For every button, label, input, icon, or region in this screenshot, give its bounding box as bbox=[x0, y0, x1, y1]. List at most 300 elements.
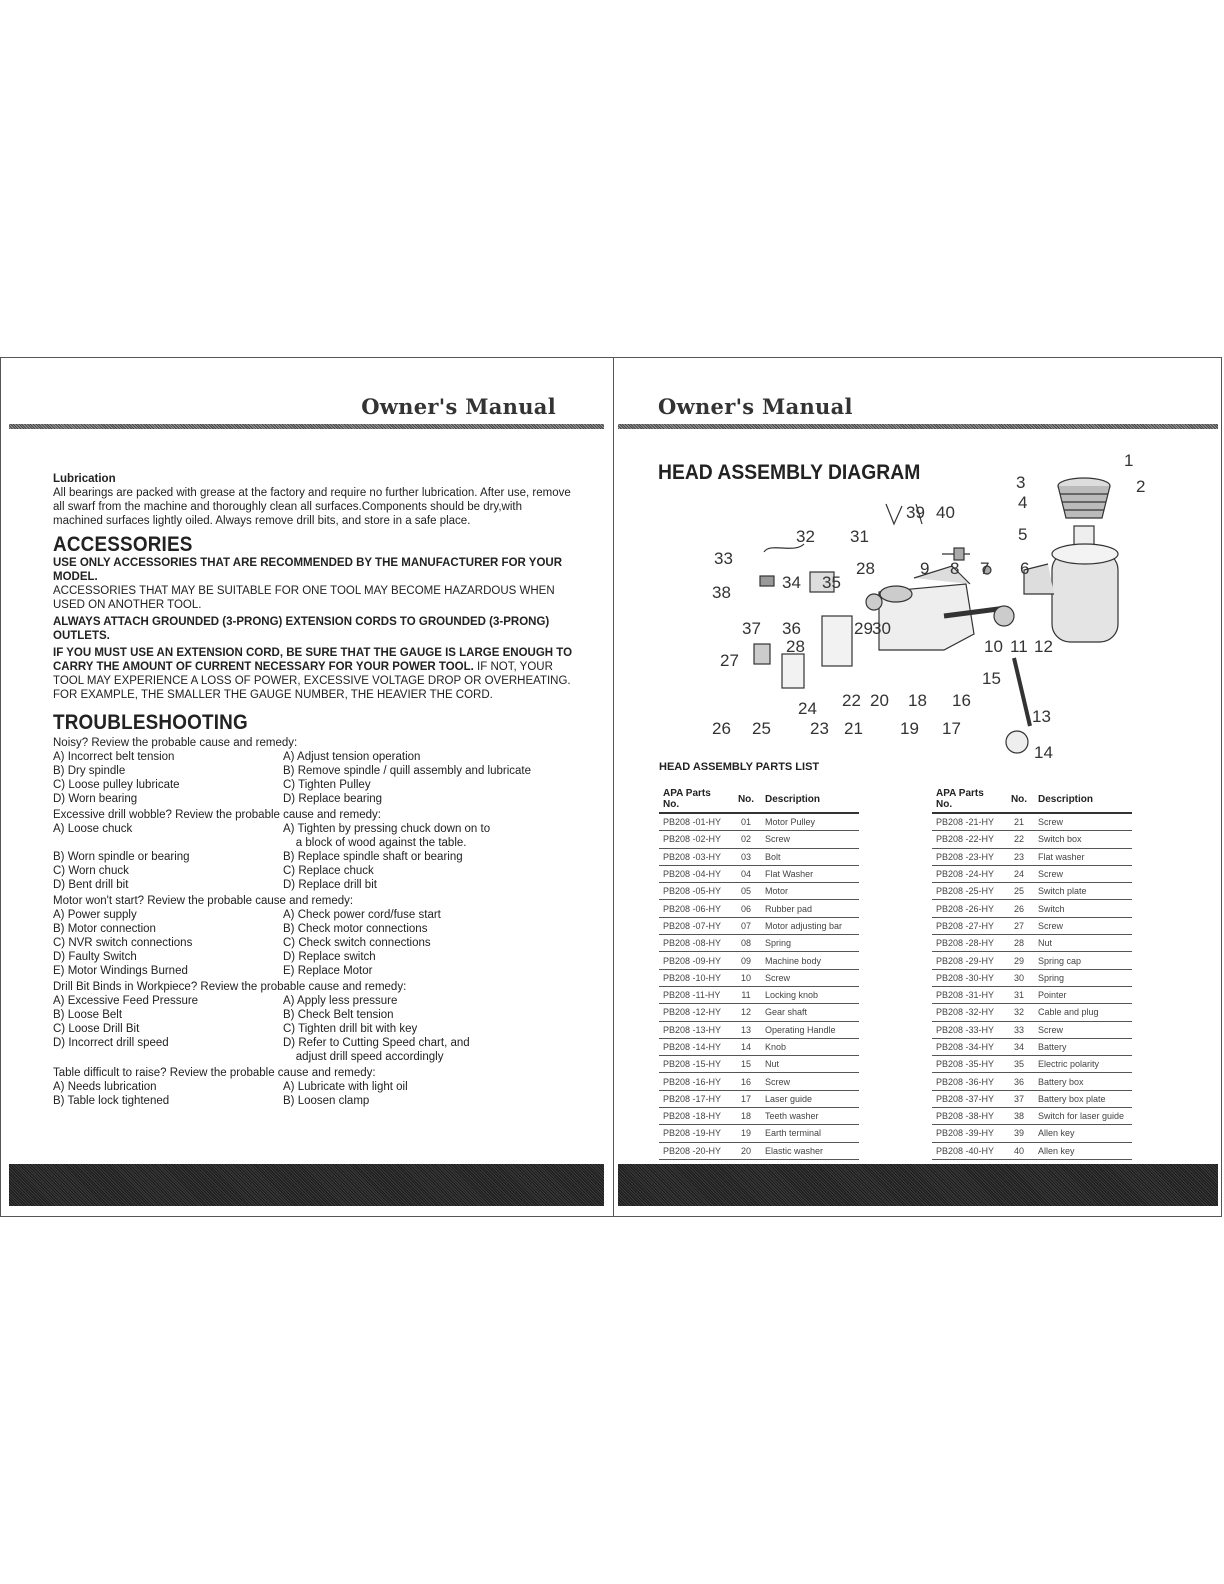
parts-row bbox=[932, 900, 1132, 917]
item-number: 14 bbox=[731, 1038, 761, 1055]
cause: C) NVR switch connections bbox=[53, 937, 193, 949]
part-description: Nut bbox=[1034, 935, 1132, 952]
parts-row bbox=[932, 986, 1132, 1003]
item-number: 01 bbox=[731, 813, 761, 831]
parts-row bbox=[659, 865, 859, 882]
parts-row bbox=[932, 848, 1132, 865]
diagram-label: 8 bbox=[950, 559, 960, 578]
diagram-label: 30 bbox=[872, 619, 891, 638]
troubleshooting-row bbox=[53, 950, 573, 964]
cause: B) Motor connection bbox=[53, 923, 156, 935]
part-number: PB208 -01-HY bbox=[659, 813, 731, 831]
part-number: PB208 -36-HY bbox=[932, 1073, 1004, 1090]
diagram-label: 36 bbox=[782, 619, 801, 638]
parts-row bbox=[659, 1125, 859, 1142]
parts-row bbox=[932, 883, 1132, 900]
troubleshooting-intro: Drill Bit Binds in Workpiece? Review the probable cause and remedy: bbox=[53, 981, 407, 993]
part-description: Laser guide bbox=[761, 1090, 859, 1107]
item-number: 33 bbox=[1004, 1021, 1034, 1038]
part-description: Battery box bbox=[1034, 1073, 1132, 1090]
part-number: PB208 -09-HY bbox=[659, 952, 731, 969]
item-number: 09 bbox=[731, 952, 761, 969]
item-number: 02 bbox=[731, 831, 761, 848]
item-number: 15 bbox=[731, 1056, 761, 1073]
item-number: 34 bbox=[1004, 1038, 1034, 1055]
remedy: B) Replace spindle shaft or bearing bbox=[283, 851, 463, 863]
diagram-label: 1 bbox=[1124, 451, 1134, 470]
part-description: Screw bbox=[1034, 917, 1132, 934]
part-description: Battery box plate bbox=[1034, 1090, 1132, 1107]
part-description: Motor bbox=[761, 883, 859, 900]
part-number: PB208 -30-HY bbox=[932, 969, 1004, 986]
part-number: PB208 -10-HY bbox=[659, 969, 731, 986]
part-description: Rubber pad bbox=[761, 900, 859, 917]
part-number: PB208 -24-HY bbox=[932, 865, 1004, 882]
item-number: 35 bbox=[1004, 1056, 1034, 1073]
diagram-label: 2 bbox=[1136, 477, 1146, 496]
parts-row bbox=[659, 952, 859, 969]
part-number: PB208 -26-HY bbox=[932, 900, 1004, 917]
part-number: PB208 -21-HY bbox=[932, 813, 1004, 831]
cause: C) Loose Drill Bit bbox=[53, 1023, 140, 1035]
troubleshooting-intro: Table difficult to raise? Review the probable cause and remedy: bbox=[53, 1067, 376, 1079]
part-number: PB208 -12-HY bbox=[659, 1004, 731, 1021]
remedy: C) Replace chuck bbox=[283, 865, 374, 877]
parts-table-1 bbox=[659, 788, 859, 1160]
parts-table-2 bbox=[932, 788, 1132, 1160]
part-description: Allen key bbox=[1034, 1142, 1132, 1159]
part-description: Flat washer bbox=[1034, 848, 1132, 865]
troubleshooting-row bbox=[53, 964, 573, 978]
remedy: D) Replace bearing bbox=[283, 793, 383, 805]
left-page bbox=[1, 358, 612, 1216]
accessories-p1-bold: USE ONLY ACCESSORIES THAT ARE RECOMMENDED BY THE MANUFACTURER FOR YOUR MODEL. bbox=[53, 557, 563, 583]
part-number: PB208 -04-HY bbox=[659, 865, 731, 882]
remedy: C) Tighten drill bit with key bbox=[283, 1023, 418, 1035]
part-number: PB208 -34-HY bbox=[932, 1038, 1004, 1055]
diagram-label: 9 bbox=[920, 559, 930, 578]
cause: B) Table lock tightened bbox=[53, 1095, 170, 1107]
part-description: Gear shaft bbox=[761, 1004, 859, 1021]
item-number: 28 bbox=[1004, 935, 1034, 952]
parts-row bbox=[659, 883, 859, 900]
col-part-no: APA Parts No. bbox=[659, 788, 731, 813]
manual-spread bbox=[0, 357, 1222, 1217]
part-number: PB208 -38-HY bbox=[932, 1108, 1004, 1125]
item-number: 25 bbox=[1004, 883, 1034, 900]
part-number: PB208 -14-HY bbox=[659, 1038, 731, 1055]
parts-row bbox=[932, 935, 1132, 952]
col-description: Description bbox=[1034, 788, 1132, 813]
part-description: Allen key bbox=[1034, 1125, 1132, 1142]
remedy: A) Check power cord/fuse start bbox=[283, 909, 441, 921]
diagram-label: 3 bbox=[1016, 473, 1026, 492]
diagram-label: 27 bbox=[720, 651, 739, 670]
item-number: 17 bbox=[731, 1090, 761, 1107]
cause: B) Dry spindle bbox=[53, 765, 126, 777]
part-description: Screw bbox=[761, 831, 859, 848]
diagram-label: 18 bbox=[908, 691, 927, 710]
remedy: adjust drill speed accordingly bbox=[283, 1051, 444, 1063]
item-number: 06 bbox=[731, 900, 761, 917]
cause: E) Motor Windings Burned bbox=[53, 965, 188, 977]
part-description: Nut bbox=[761, 1056, 859, 1073]
parts-row bbox=[932, 917, 1132, 934]
cause: A) Incorrect belt tension bbox=[53, 751, 175, 763]
parts-row bbox=[932, 969, 1132, 986]
part-number: PB208 -33-HY bbox=[932, 1021, 1004, 1038]
accessories-p2-bold: ALWAYS ATTACH GROUNDED (3-PRONG) EXTENSION CORDS TO GROUNDED (3-PRONG) OUTLETS. bbox=[53, 616, 550, 642]
right-footer-bar bbox=[618, 1164, 1218, 1206]
part-description: Spring bbox=[1034, 969, 1132, 986]
parts-row bbox=[659, 1073, 859, 1090]
item-number: 12 bbox=[731, 1004, 761, 1021]
troubleshooting-heading: TROUBLESHOOTING bbox=[53, 711, 248, 734]
cause: A) Loose chuck bbox=[53, 823, 133, 835]
troubleshooting-row bbox=[53, 1080, 573, 1094]
item-number: 26 bbox=[1004, 900, 1034, 917]
part-number: PB208 -07-HY bbox=[659, 917, 731, 934]
parts-row bbox=[659, 935, 859, 952]
troubleshooting-row bbox=[53, 836, 573, 850]
item-number: 19 bbox=[731, 1125, 761, 1142]
troubleshooting-row bbox=[53, 850, 573, 864]
diagram-label: 26 bbox=[712, 719, 731, 738]
remedy: a block of wood against the table. bbox=[283, 837, 467, 849]
parts-row bbox=[659, 969, 859, 986]
parts-row bbox=[659, 1108, 859, 1125]
diagram-label: 38 bbox=[712, 583, 731, 602]
part-number: PB208 -25-HY bbox=[932, 883, 1004, 900]
part-description: Motor Pulley bbox=[761, 813, 859, 831]
item-number: 30 bbox=[1004, 969, 1034, 986]
remedy: B) Loosen clamp bbox=[283, 1095, 370, 1107]
troubleshooting-row bbox=[53, 1094, 573, 1108]
item-number: 36 bbox=[1004, 1073, 1034, 1090]
item-number: 03 bbox=[731, 848, 761, 865]
item-number: 05 bbox=[731, 883, 761, 900]
cause: D) Worn bearing bbox=[53, 793, 138, 805]
right-header-rule bbox=[618, 424, 1218, 429]
cause: D) Faulty Switch bbox=[53, 951, 137, 963]
part-description: Machine body bbox=[761, 952, 859, 969]
parts-row bbox=[932, 865, 1132, 882]
remedy: B) Check motor connections bbox=[283, 923, 428, 935]
col-no: No. bbox=[1004, 788, 1034, 813]
parts-row bbox=[659, 831, 859, 848]
cause: D) Incorrect drill speed bbox=[53, 1037, 169, 1049]
item-number: 29 bbox=[1004, 952, 1034, 969]
parts-row bbox=[932, 1125, 1132, 1142]
part-description: Locking knob bbox=[761, 986, 859, 1003]
part-description: Switch bbox=[1034, 900, 1132, 917]
remedy: A) Lubricate with light oil bbox=[283, 1081, 408, 1093]
right-page bbox=[614, 358, 1222, 1216]
diagram-label: 17 bbox=[942, 719, 961, 738]
troubleshooting-row bbox=[53, 1022, 573, 1036]
diagram-label: 31 bbox=[850, 527, 869, 546]
parts-row bbox=[932, 1108, 1132, 1125]
parts-row bbox=[659, 813, 859, 831]
parts-row bbox=[659, 917, 859, 934]
diagram-label: 28 bbox=[786, 637, 805, 656]
part-number: PB208 -11-HY bbox=[659, 986, 731, 1003]
cause: D) Bent drill bit bbox=[53, 879, 129, 891]
part-description: Teeth washer bbox=[761, 1108, 859, 1125]
item-number: 38 bbox=[1004, 1108, 1034, 1125]
diagram-label: 21 bbox=[844, 719, 863, 738]
cause: B) Loose Belt bbox=[53, 1009, 123, 1021]
troubleshooting-row bbox=[53, 864, 573, 878]
item-number: 18 bbox=[731, 1108, 761, 1125]
accessories-p1-text: ACCESSORIES THAT MAY BE SUITABLE FOR ONE TOOL MAY BECOME HAZARDOUS WHEN USED ON ANOTHER TOOL. bbox=[53, 585, 555, 611]
parts-row bbox=[932, 1056, 1132, 1073]
remedy: A) Adjust tension operation bbox=[283, 751, 421, 763]
left-header-title: Owner's Manual bbox=[361, 394, 556, 419]
diagram-label: 35 bbox=[822, 573, 841, 592]
cause: A) Power supply bbox=[53, 909, 137, 921]
troubleshooting-list bbox=[53, 736, 573, 1108]
part-description: Screw bbox=[1034, 1021, 1132, 1038]
diagram-title: HEAD ASSEMBLY DIAGRAM bbox=[658, 461, 921, 484]
troubleshooting-row bbox=[53, 750, 573, 764]
part-description: Screw bbox=[1034, 865, 1132, 882]
part-number: PB208 -13-HY bbox=[659, 1021, 731, 1038]
accessories-heading: ACCESSORIES bbox=[53, 533, 193, 556]
parts-row bbox=[659, 986, 859, 1003]
diagram-label: 12 bbox=[1034, 637, 1053, 656]
item-number: 32 bbox=[1004, 1004, 1034, 1021]
diagram-label: 39 bbox=[906, 503, 925, 522]
parts-row bbox=[932, 1004, 1132, 1021]
part-description: Cable and plug bbox=[1034, 1004, 1132, 1021]
parts-row bbox=[659, 1038, 859, 1055]
parts-row bbox=[659, 900, 859, 917]
diagram-label: 32 bbox=[796, 527, 815, 546]
part-number: PB208 -31-HY bbox=[932, 986, 1004, 1003]
cause: C) Loose pulley lubricate bbox=[53, 779, 180, 791]
remedy: D) Refer to Cutting Speed chart, and bbox=[283, 1037, 470, 1049]
accessories-p3-text: IF NOT, YOUR TOOL MAY EXPERIENCE A LOSS OF POWER, EXCESSIVE VOLTAGE DROP OR OVERHEATING. FOR EXAMPLE, THE SMALLER THE GAUGE NUMBER, THE HEAVIER THE CORD. bbox=[53, 661, 571, 701]
diagram-label: 19 bbox=[900, 719, 919, 738]
remedy: A) Tighten by pressing chuck down on to bbox=[283, 823, 491, 835]
part-description: Elastic washer bbox=[761, 1142, 859, 1159]
cause: A) Excessive Feed Pressure bbox=[53, 995, 199, 1007]
diagram-label: 33 bbox=[714, 549, 733, 568]
head-assembly-diagram bbox=[674, 444, 1214, 768]
troubleshooting-row bbox=[53, 878, 573, 892]
item-number: 08 bbox=[731, 935, 761, 952]
diagram-label: 25 bbox=[752, 719, 771, 738]
col-part-no: APA Parts No. bbox=[932, 788, 1004, 813]
part-description: Knob bbox=[761, 1038, 859, 1055]
troubleshooting-row bbox=[53, 792, 573, 806]
lubrication-title: Lubrication bbox=[53, 473, 116, 485]
item-number: 20 bbox=[731, 1142, 761, 1159]
item-number: 31 bbox=[1004, 986, 1034, 1003]
diagram-label: 4 bbox=[1018, 493, 1028, 512]
troubleshooting-intro: Motor won't start? Review the probable cause and remedy: bbox=[53, 895, 354, 907]
diagram-label: 29 bbox=[854, 619, 873, 638]
item-number: 27 bbox=[1004, 917, 1034, 934]
parts-row bbox=[659, 1004, 859, 1021]
diagram-label: 7 bbox=[980, 559, 990, 578]
parts-row bbox=[932, 831, 1132, 848]
part-number: PB208 -29-HY bbox=[932, 952, 1004, 969]
parts-row bbox=[932, 813, 1132, 831]
item-number: 07 bbox=[731, 917, 761, 934]
diagram-label: 28 bbox=[856, 559, 875, 578]
part-number: PB208 -18-HY bbox=[659, 1108, 731, 1125]
part-description: Electric polarity bbox=[1034, 1056, 1132, 1073]
cause: C) Worn chuck bbox=[53, 865, 129, 877]
diagram-label: 23 bbox=[810, 719, 829, 738]
col-description: Description bbox=[761, 788, 859, 813]
diagram-label: 6 bbox=[1020, 559, 1030, 578]
remedy: B) Check Belt tension bbox=[283, 1009, 394, 1021]
item-number: 10 bbox=[731, 969, 761, 986]
left-footer-bar bbox=[9, 1164, 604, 1206]
item-number: 04 bbox=[731, 865, 761, 882]
troubleshooting-row bbox=[53, 1008, 573, 1022]
lubrication-text: All bearings are packed with grease at the factory and require no further lubrication. After use, remove all swarf from the machine and thoroughly clean all surfaces.Components should be dry,with machined surfaces lightly oiled. Always remove drill bits, and store in a safe place. bbox=[53, 487, 571, 527]
troubleshooting-row bbox=[53, 764, 573, 778]
part-description: Screw bbox=[1034, 813, 1132, 831]
diagram-label: 16 bbox=[952, 691, 971, 710]
item-number: 16 bbox=[731, 1073, 761, 1090]
part-description: Operating Handle bbox=[761, 1021, 859, 1038]
part-number: PB208 -28-HY bbox=[932, 935, 1004, 952]
part-description: Switch for laser guide bbox=[1034, 1108, 1132, 1125]
part-number: PB208 -03-HY bbox=[659, 848, 731, 865]
parts-row bbox=[932, 1021, 1132, 1038]
part-description: Screw bbox=[761, 969, 859, 986]
item-number: 22 bbox=[1004, 831, 1034, 848]
item-number: 11 bbox=[731, 986, 761, 1003]
part-description: Spring cap bbox=[1034, 952, 1132, 969]
part-number: PB208 -16-HY bbox=[659, 1073, 731, 1090]
parts-row bbox=[932, 1038, 1132, 1055]
item-number: 21 bbox=[1004, 813, 1034, 831]
parts-row bbox=[659, 1021, 859, 1038]
cause: B) Worn spindle or bearing bbox=[53, 851, 190, 863]
part-number: PB208 -20-HY bbox=[659, 1142, 731, 1159]
remedy: D) Replace switch bbox=[283, 951, 376, 963]
col-no: No. bbox=[731, 788, 761, 813]
item-number: 39 bbox=[1004, 1125, 1034, 1142]
parts-row bbox=[932, 1090, 1132, 1107]
parts-row bbox=[932, 952, 1132, 969]
accessories-p3-bold: IF YOU MUST USE AN EXTENSION CORD, BE SURE THAT THE GAUGE IS LARGE ENOUGH TO CARRY THE AMOUNT OF CURRENT NECESSARY FOR YOUR POWER TOOL. bbox=[53, 647, 573, 673]
part-number: PB208 -15-HY bbox=[659, 1056, 731, 1073]
part-number: PB208 -17-HY bbox=[659, 1090, 731, 1107]
diagram-label: 13 bbox=[1032, 707, 1051, 726]
part-description: Screw bbox=[761, 1073, 859, 1090]
part-description: Motor adjusting bar bbox=[761, 917, 859, 934]
remedy: D) Replace drill bit bbox=[283, 879, 377, 891]
parts-row bbox=[659, 848, 859, 865]
diagram-label: 22 bbox=[842, 691, 861, 710]
part-description: Switch box bbox=[1034, 831, 1132, 848]
remedy: A) Apply less pressure bbox=[283, 995, 398, 1007]
part-number: PB208 -39-HY bbox=[932, 1125, 1004, 1142]
cause: A) Needs lubrication bbox=[53, 1081, 157, 1093]
part-description: Pointer bbox=[1034, 986, 1132, 1003]
diagram-label: 37 bbox=[742, 619, 761, 638]
remedy: C) Check switch connections bbox=[283, 937, 431, 949]
item-number: 24 bbox=[1004, 865, 1034, 882]
diagram-label: 10 bbox=[984, 637, 1003, 656]
troubleshooting-row bbox=[53, 908, 573, 922]
troubleshooting-row bbox=[53, 822, 573, 836]
diagram-label: 5 bbox=[1018, 525, 1028, 544]
cause bbox=[53, 1050, 283, 1064]
part-description: Earth terminal bbox=[761, 1125, 859, 1142]
part-number: PB208 -08-HY bbox=[659, 935, 731, 952]
remedy: E) Replace Motor bbox=[283, 965, 373, 977]
item-number: 23 bbox=[1004, 848, 1034, 865]
diagram-label: 24 bbox=[798, 699, 817, 718]
diagram-label: 40 bbox=[936, 503, 955, 522]
part-description: Flat Washer bbox=[761, 865, 859, 882]
item-number: 37 bbox=[1004, 1090, 1034, 1107]
right-header-title: Owner's Manual bbox=[658, 394, 853, 419]
parts-row bbox=[932, 1073, 1132, 1090]
part-number: PB208 -05-HY bbox=[659, 883, 731, 900]
troubleshooting-row bbox=[53, 994, 573, 1008]
part-number: PB208 -22-HY bbox=[932, 831, 1004, 848]
troubleshooting-row bbox=[53, 936, 573, 950]
diagram-label: 15 bbox=[982, 669, 1001, 688]
part-description: Bolt bbox=[761, 848, 859, 865]
part-number: PB208 -19-HY bbox=[659, 1125, 731, 1142]
troubleshooting-row bbox=[53, 922, 573, 936]
part-number: PB208 -02-HY bbox=[659, 831, 731, 848]
diagram-label: 34 bbox=[782, 573, 801, 592]
part-description: Switch plate bbox=[1034, 883, 1132, 900]
cause bbox=[53, 836, 283, 850]
part-number: PB208 -37-HY bbox=[932, 1090, 1004, 1107]
part-number: PB208 -06-HY bbox=[659, 900, 731, 917]
troubleshooting-intro: Noisy? Review the probable cause and remedy: bbox=[53, 737, 298, 749]
diagram-label: 20 bbox=[870, 691, 889, 710]
parts-row bbox=[659, 1142, 859, 1159]
parts-row bbox=[659, 1090, 859, 1107]
part-number: PB208 -40-HY bbox=[932, 1142, 1004, 1159]
diagram-label: 14 bbox=[1034, 743, 1053, 762]
part-number: PB208 -27-HY bbox=[932, 917, 1004, 934]
part-description: Spring bbox=[761, 935, 859, 952]
part-number: PB208 -35-HY bbox=[932, 1056, 1004, 1073]
troubleshooting-row bbox=[53, 1050, 573, 1064]
diagram-label: 11 bbox=[1010, 637, 1028, 656]
part-description: Battery bbox=[1034, 1038, 1132, 1055]
troubleshooting-row bbox=[53, 778, 573, 792]
left-content bbox=[53, 472, 573, 1108]
item-number: 13 bbox=[731, 1021, 761, 1038]
item-number: 40 bbox=[1004, 1142, 1034, 1159]
remedy: B) Remove spindle / quill assembly and lubricate bbox=[283, 765, 532, 777]
remedy: C) Tighten Pulley bbox=[283, 779, 371, 791]
left-header-rule bbox=[9, 424, 604, 429]
part-number: PB208 -32-HY bbox=[932, 1004, 1004, 1021]
parts-list-title: HEAD ASSEMBLY PARTS LIST bbox=[659, 761, 820, 773]
parts-row bbox=[659, 1056, 859, 1073]
part-number: PB208 -23-HY bbox=[932, 848, 1004, 865]
parts-row bbox=[932, 1142, 1132, 1159]
troubleshooting-intro: Excessive drill wobble? Review the probable cause and remedy: bbox=[53, 809, 381, 821]
troubleshooting-row bbox=[53, 1036, 573, 1050]
